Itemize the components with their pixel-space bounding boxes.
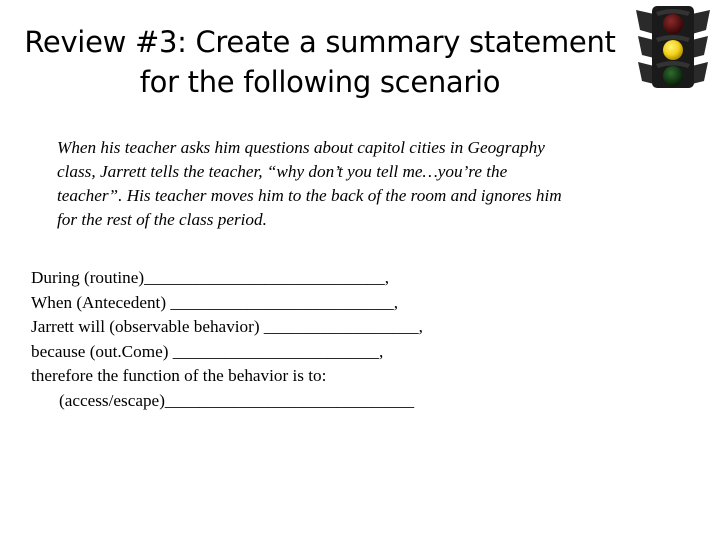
green-light-icon: [663, 66, 683, 86]
access-escape-line: (access/escape)_____________________________: [59, 390, 415, 410]
summary-statement-template: [31, 266, 691, 413]
antecedent-line: When (Antecedent) __________________________,: [31, 292, 399, 312]
scenario-line: for the rest of the class period.: [57, 210, 267, 229]
traffic-light-icon: [632, 4, 714, 90]
yellow-light-icon: [663, 40, 683, 60]
scenario-line: When his teacher asks him questions about capitol cities in Geography: [57, 138, 545, 157]
behavior-line: Jarrett will (observable behavior) __________________,: [31, 317, 423, 336]
scenario-text: [57, 136, 677, 232]
function-line: therefore the function of the behavior is to:: [31, 366, 327, 385]
slide-title: [0, 22, 640, 102]
routine-line: During (routine)____________________________,: [31, 268, 390, 287]
title-line-1: Review #3: Create a summary statement: [24, 25, 616, 59]
red-light-icon: [663, 14, 683, 34]
title-line-2: for the following scenario: [139, 65, 501, 99]
scenario-line: teacher”. His teacher moves him to the back of the room and ignores him: [57, 186, 562, 205]
outcome-line: because (out.Come) ________________________,: [31, 341, 384, 361]
scenario-line: class, Jarrett tells the teacher, “why don’t you tell me…you’re the: [57, 162, 508, 181]
